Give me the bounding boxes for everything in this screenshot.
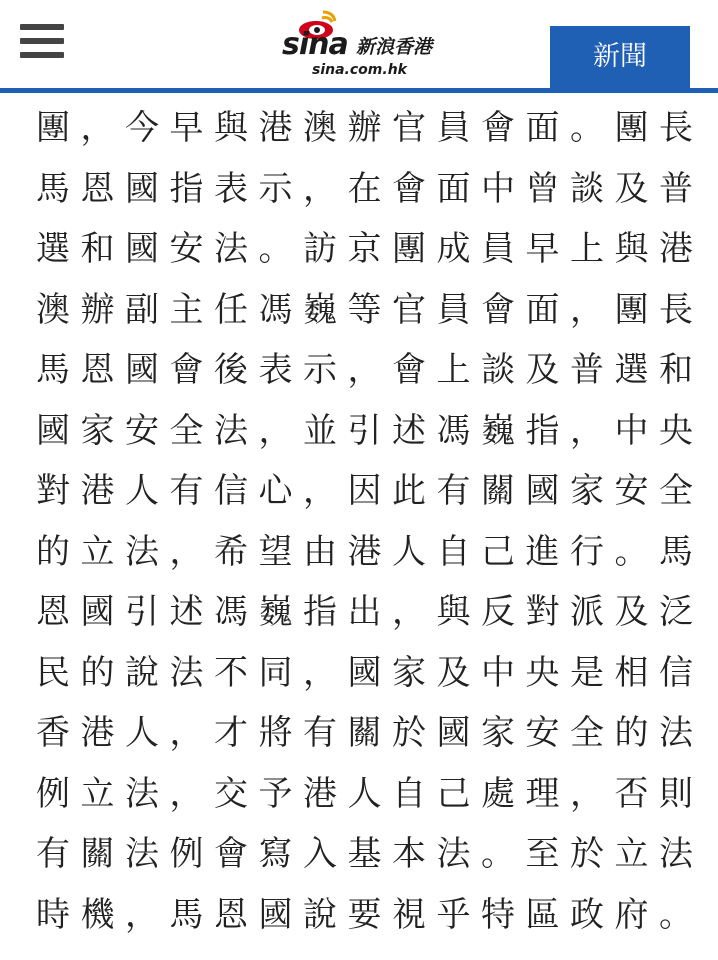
article-body <box>36 98 704 945</box>
article-line: 對港人有信心，因此有關國家安全 <box>36 471 704 511</box>
logo-url: sina.com.hk <box>312 62 407 78</box>
article-line: 選和國安法。訪京團成員早上與港 <box>36 229 704 269</box>
menu-bar <box>20 52 64 58</box>
news-tab[interactable]: 新聞 <box>550 26 690 88</box>
logo-chinese-name: 新浪香港 <box>356 36 433 58</box>
menu-bar <box>20 24 64 30</box>
article-line: 時機，馬恩國說要視乎特區政府。 <box>36 894 704 935</box>
article-line: 國家安全法，並引述馮巍指，中央 <box>36 410 704 451</box>
article-line: 民的說法不同，國家及中央是相信 <box>36 652 704 693</box>
article-line: 馬恩國指表示，在會面中曾談及普 <box>36 168 704 209</box>
sina-logo[interactable] <box>282 8 462 78</box>
article-line: 香港人，才將有關於國家安全的法 <box>36 713 704 753</box>
article-line: 例立法，交予港人自己處理，否則 <box>36 773 704 814</box>
menu-bar <box>20 38 64 44</box>
article-line: 馬恩國會後表示，會上談及普選和 <box>36 350 704 390</box>
article-line: 澳辦副主任馮巍等官員會面，團長 <box>36 289 704 330</box>
site-header <box>0 0 718 88</box>
article-line: 團，今早與港澳辦官員會面。團長 <box>36 108 704 148</box>
article-line: 有關法例會寫入基本法。至於立法 <box>36 834 704 874</box>
article-line: 恩國引述馮巍指出，與反對派及泛 <box>36 592 704 632</box>
article-line: 的立法，希望由港人自己進行。馬 <box>36 531 704 572</box>
hamburger-menu-icon[interactable] <box>20 24 66 64</box>
header-divider <box>0 88 718 93</box>
logo-wordmark: sina <box>282 27 348 62</box>
